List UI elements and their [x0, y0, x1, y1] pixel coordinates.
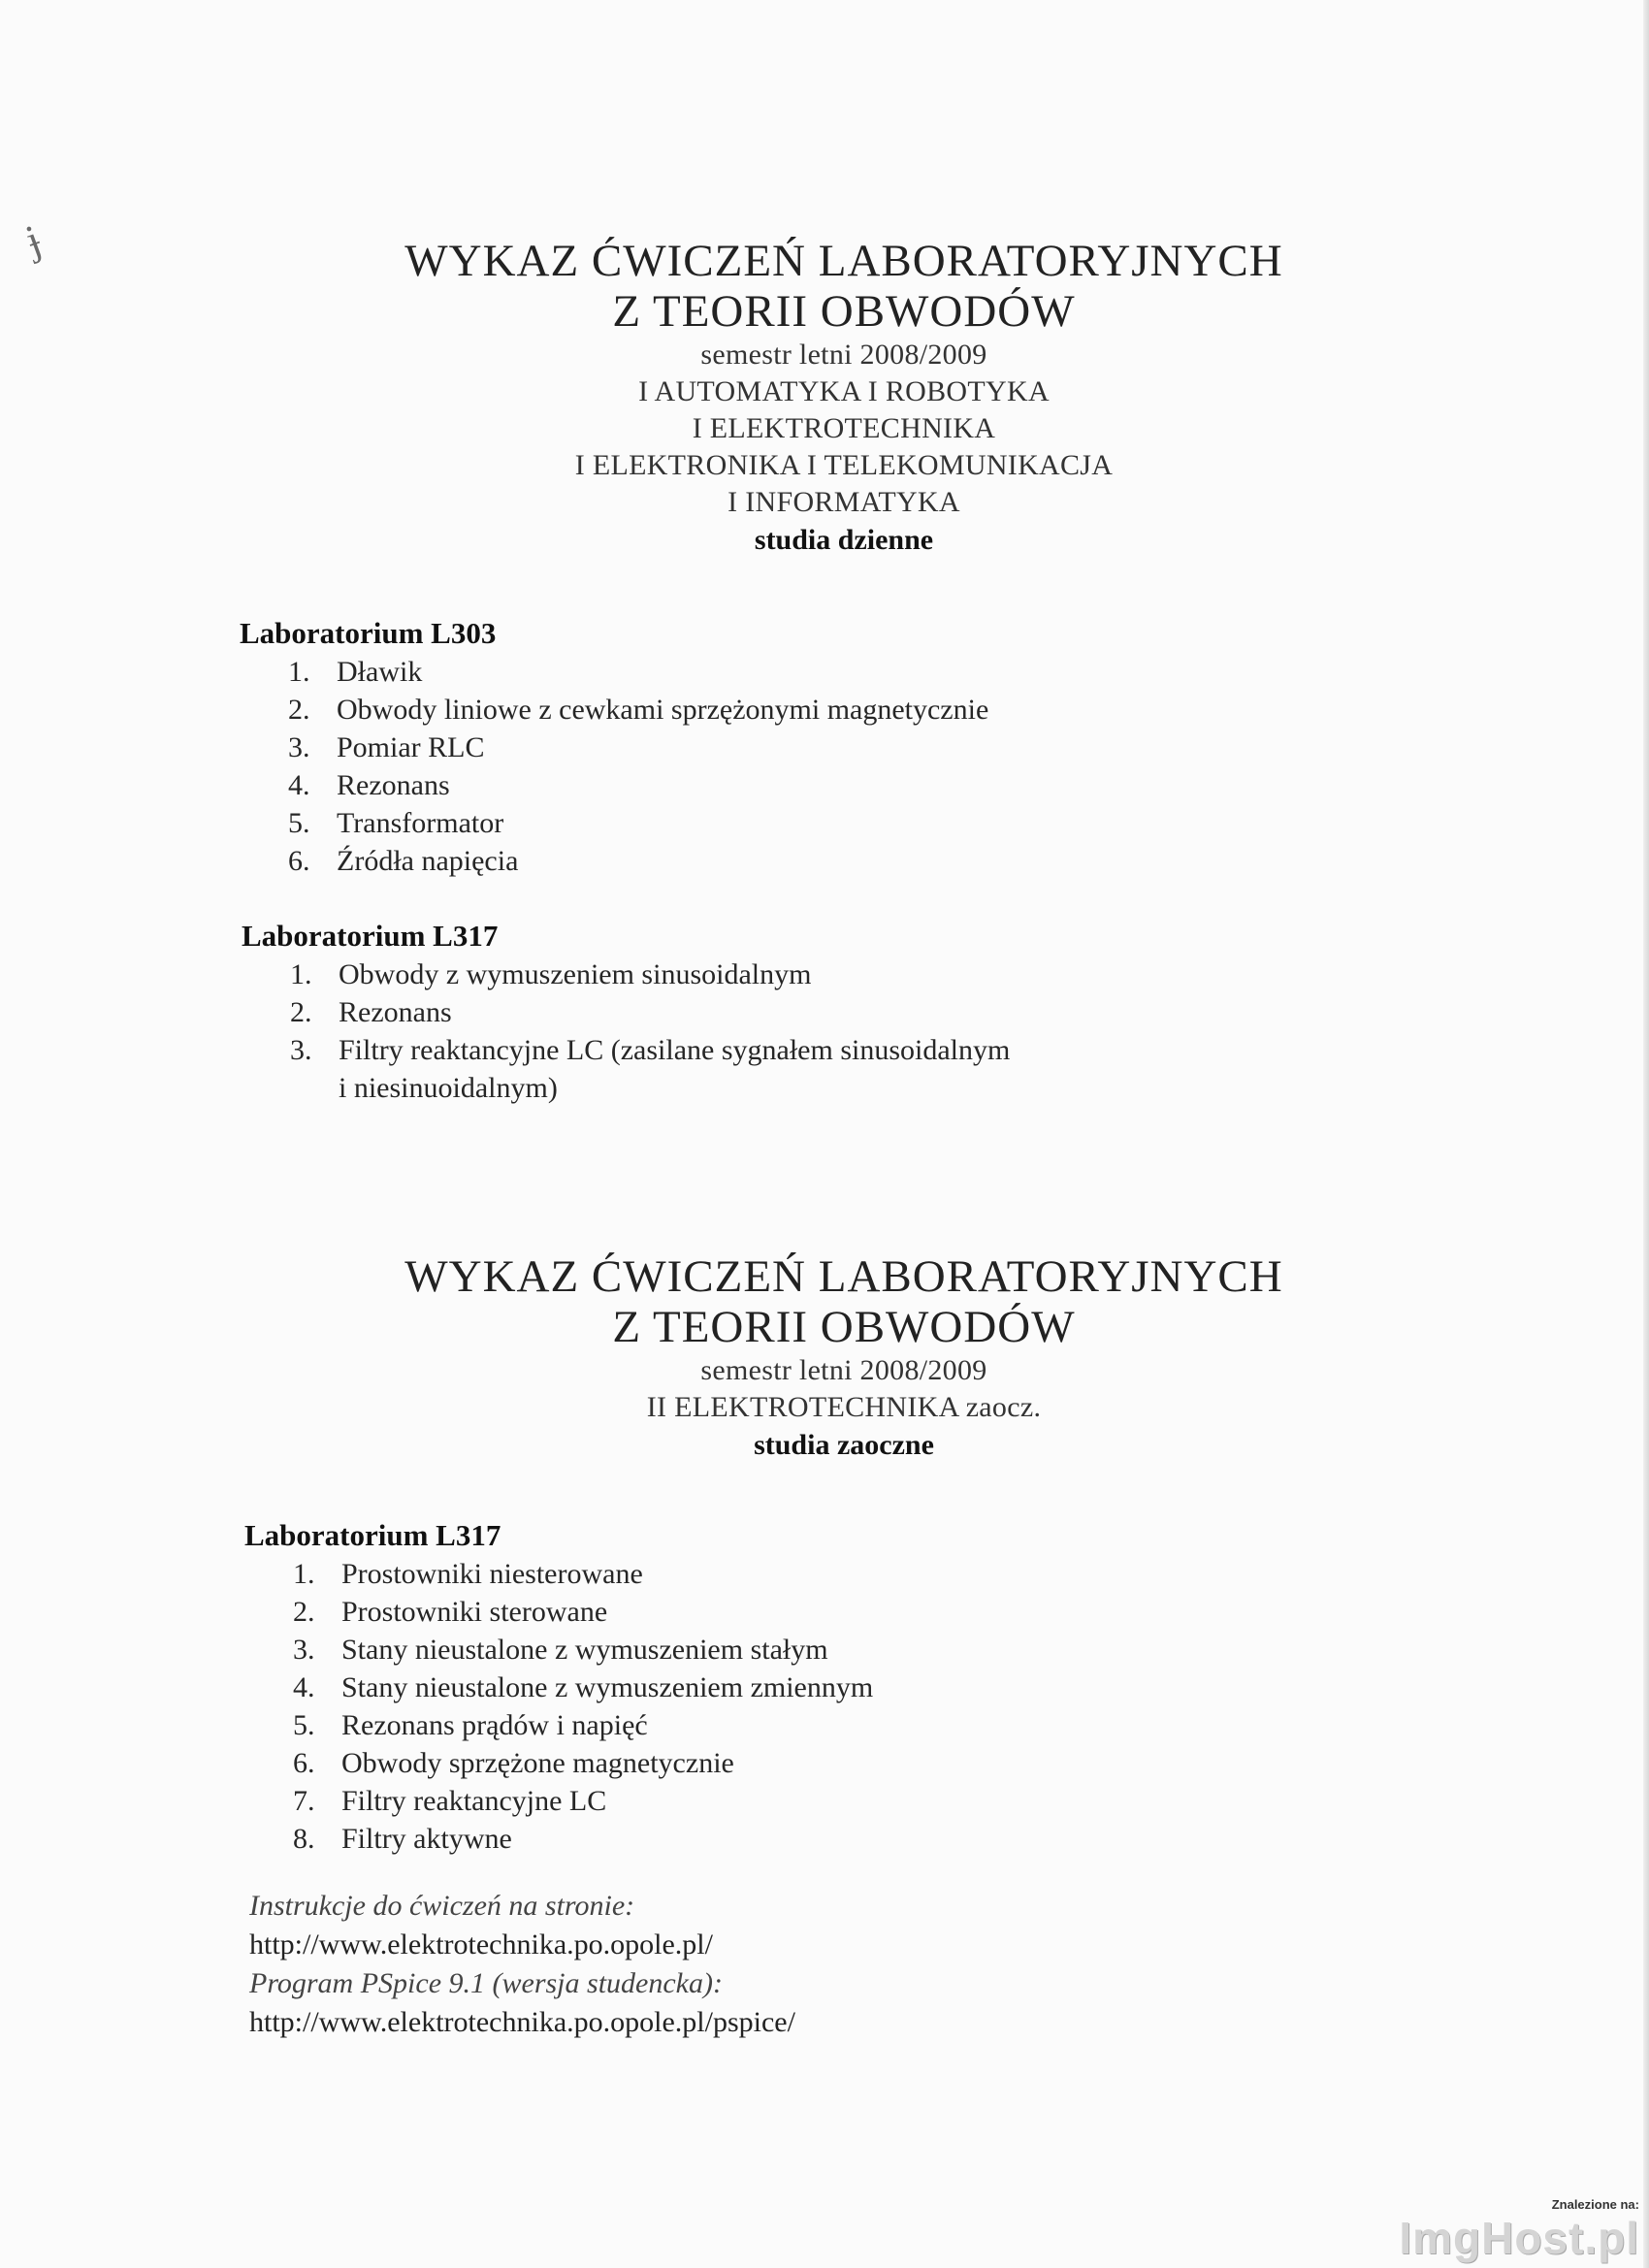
doc2-group: II ELEKTROTECHNIKA zaocz. — [646, 1391, 1042, 1423]
doc1-title-line2: Z TEORII OBWODÓW — [612, 286, 1076, 337]
item-number: 5. — [293, 1709, 315, 1741]
exercise-list — [240, 653, 988, 880]
doc1-lab-l317 — [242, 917, 1010, 1107]
list-item — [244, 1593, 873, 1631]
list-item — [240, 691, 988, 729]
item-text: Obwody sprzężone magnetycznie — [341, 1747, 734, 1779]
doc2-semester: semestr letni 2008/2009 — [700, 1354, 987, 1386]
watermark-logo: ImgHost.pl — [1399, 2213, 1639, 2263]
list-item — [240, 729, 988, 766]
list-item — [244, 1820, 873, 1858]
doc1-semester: semestr letni 2008/2009 — [700, 339, 987, 371]
item-text: Prostowniki sterowane — [341, 1596, 608, 1628]
doc2-title-line2: Z TEORII OBWODÓW — [612, 1302, 1076, 1352]
doc2-header — [0, 1251, 1649, 1465]
instructions-url: http://www.elektrotechnika.po.opole.pl/ — [249, 1928, 713, 1960]
doc1-header — [0, 236, 1649, 560]
item-text: Rezonans prądów i napięć — [341, 1709, 648, 1741]
list-item — [244, 1631, 873, 1669]
item-number: 2. — [293, 1596, 315, 1628]
watermark — [1399, 2197, 1639, 2264]
list-item — [244, 1782, 873, 1820]
item-text: Rezonans — [337, 769, 450, 801]
item-number: 1. — [288, 656, 310, 688]
list-item — [240, 842, 988, 880]
item-number: 2. — [288, 694, 310, 726]
instructions-label: Instrukcje do ćwiczeń na stronie: — [249, 1890, 635, 1922]
item-number: 7. — [293, 1785, 315, 1817]
item-number: 5. — [288, 807, 310, 839]
item-number: 2. — [290, 996, 312, 1028]
doc1-group: I ELEKTROTECHNIKA — [692, 412, 996, 444]
list-item — [244, 1555, 873, 1593]
item-number: 3. — [290, 1034, 312, 1066]
doc2-lab-l317 — [244, 1516, 873, 1858]
item-text: Filtry aktywne — [341, 1823, 512, 1855]
item-text: Stany nieustalone z wymuszeniem zmiennym — [341, 1671, 874, 1703]
doc1-mode: studia dzienne — [754, 524, 934, 556]
item-text: Transformator — [337, 807, 504, 839]
item-number: 1. — [293, 1558, 315, 1590]
list-item — [240, 804, 988, 842]
lab-title: Laboratorium L303 — [240, 616, 497, 650]
item-number: 3. — [288, 731, 310, 763]
item-number: 8. — [293, 1823, 315, 1855]
doc2-mode: studia zaoczne — [754, 1429, 934, 1461]
item-text: Filtry reaktancyjne LC (zasilane sygnałem sinusoidalnym — [339, 1034, 1011, 1066]
pspice-label: Program PSpice 9.1 (wersja studencka): — [249, 1967, 723, 1999]
item-number: 4. — [293, 1671, 315, 1703]
item-text: Obwody z wymuszeniem sinusoidalnym — [339, 958, 812, 990]
item-text-continuation: i niesinuoidalnym) — [339, 1072, 558, 1104]
item-text: Obwody liniowe z cewkami sprzężonymi magnetycznie — [337, 694, 989, 726]
item-number: 3. — [293, 1634, 315, 1666]
footer-links — [249, 1887, 795, 2042]
item-text: Źródła napięcia — [337, 845, 519, 877]
list-item — [244, 1669, 873, 1706]
watermark-caption: Znalezione na: — [1551, 2197, 1639, 2212]
item-number: 1. — [290, 958, 312, 990]
doc1-group: I AUTOMATYKA I ROBOTYKA — [638, 375, 1050, 407]
lab-title: Laboratorium L317 — [244, 1518, 501, 1552]
list-item — [242, 1031, 1010, 1107]
doc1-lab-l303 — [240, 614, 988, 880]
item-text: Rezonans — [339, 996, 452, 1028]
exercise-list — [244, 1555, 873, 1858]
item-text: Prostowniki niesterowane — [341, 1558, 643, 1590]
list-item — [242, 956, 1010, 993]
exercise-list — [242, 956, 1010, 1107]
item-text: Stany nieustalone z wymuszeniem stałym — [341, 1634, 828, 1666]
doc1-group: I INFORMATYKA — [728, 486, 960, 518]
item-text: Filtry reaktancyjne LC — [341, 1785, 607, 1817]
pen-mark-icon: ɉ — [18, 215, 48, 265]
item-number: 4. — [288, 769, 310, 801]
list-item — [240, 766, 988, 804]
doc1-title-line1: WYKAZ ĆWICZEŃ LABORATORYJNYCH — [404, 236, 1283, 286]
item-number: 6. — [288, 845, 310, 877]
item-number: 6. — [293, 1747, 315, 1779]
list-item — [244, 1744, 873, 1782]
lab-title: Laboratorium L317 — [242, 919, 499, 953]
item-text: Dławik — [337, 656, 423, 688]
pspice-url: http://www.elektrotechnika.po.opole.pl/pspice/ — [249, 2006, 795, 2038]
list-item — [244, 1706, 873, 1744]
doc2-title-line1: WYKAZ ĆWICZEŃ LABORATORYJNYCH — [404, 1251, 1283, 1302]
doc1-group: I ELEKTRONIKA I TELEKOMUNIKACJA — [574, 449, 1114, 481]
list-item — [242, 993, 1010, 1031]
list-item — [240, 653, 988, 691]
item-text: Pomiar RLC — [337, 731, 485, 763]
